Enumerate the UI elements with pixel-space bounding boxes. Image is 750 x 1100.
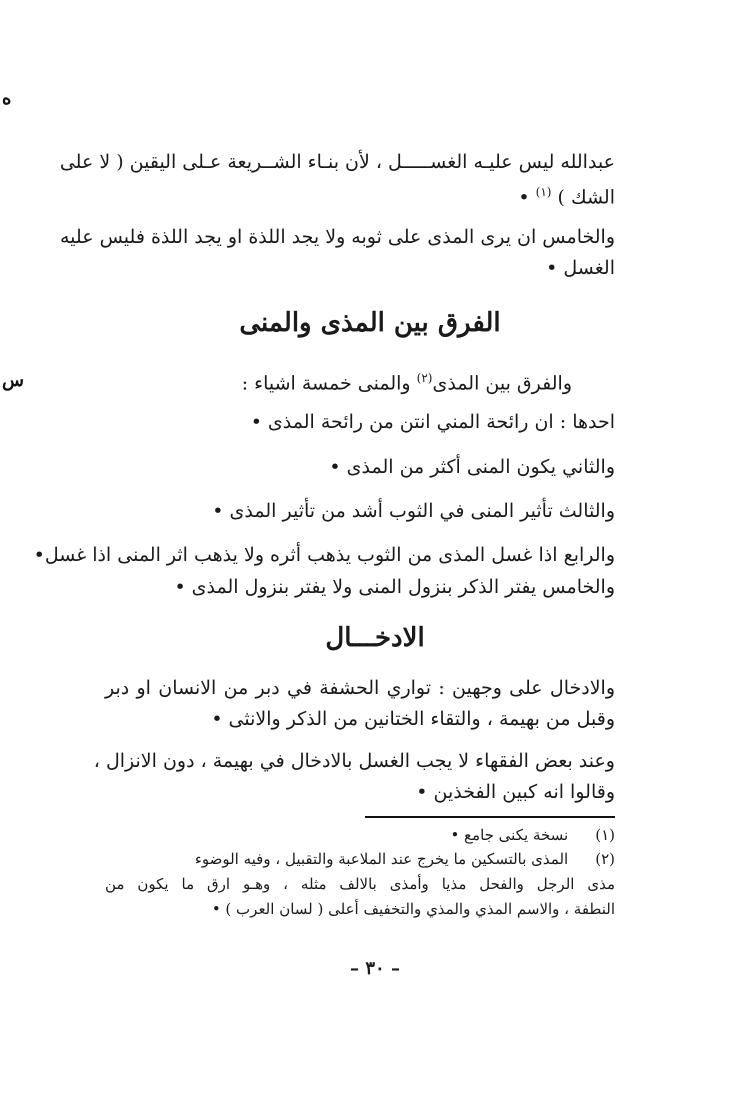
sentence-end: • <box>518 186 530 209</box>
footnote <box>105 823 615 847</box>
footnote-line: النطفة ، والاسم المذي والمذي والتخفيف أعلى ( لسان العرب ) • <box>211 900 615 918</box>
intro-text: والمنى خمسة اشياء : <box>241 372 411 395</box>
footnote-line: مذى الرجل والفحل مذيا وأمذى بالالف مثله ، وهـو ارق ما يكون من <box>105 875 615 893</box>
paragraph-line: وقالوا انه كبين الفخذين • <box>416 781 615 803</box>
footnote-separator <box>365 816 615 818</box>
list-item: احدها : ان رائحة المني انتن من رائحة المذى • <box>250 411 615 433</box>
section-heading: الفرق بين المذى والمنى <box>239 308 501 338</box>
list-item: والرابع اذا غسل المذى من الثوب يذهب أثره ولا يذهب اثر المنى اذا غسل• <box>33 544 615 566</box>
section-intro <box>102 363 572 398</box>
paragraph-text: الشك ) <box>557 186 615 209</box>
paragraph-line: والخامس ان يرى المذى على ثوبه ولا يجد اللذة او يجد اللذة فليس عليه <box>60 226 615 248</box>
paragraph-line: الغسل • <box>546 257 615 279</box>
list-item: والخامس يفتر الذكر بنزول المنى ولا يفتر بنزول المذى • <box>174 576 615 598</box>
paragraph-line: والادخال على وجهين : تواري الحشفة في دبر من الانسان او دبر <box>105 677 615 699</box>
page-number: – ٣٠ – <box>350 958 400 979</box>
footnote <box>105 847 615 871</box>
footnote-text: المذى بالتسكين ما يخرج عند الملاعبة والتقبيل ، وفيه الوضوء <box>194 850 569 868</box>
section-heading: الادخـــال <box>325 623 425 653</box>
list-item: والثالث تأثير المنى في الثوب أشد من تأثير المذى • <box>212 500 615 522</box>
paragraph-line: وعند بعض الفقهاء لا يجب الغسل بالادخال في بهيمة ، دون الانزال ، <box>93 750 615 772</box>
footnote-ref: (١) <box>535 185 552 199</box>
margin-mark-middle: س <box>2 370 24 391</box>
footnote-number: (١) <box>595 826 615 844</box>
intro-text: والفرق بين المذى <box>432 372 572 395</box>
paragraph-line: وقبل من بهيمة ، والتقاء الختانين من الذكر والانثى • <box>211 708 615 730</box>
footnote-ref: (٢) <box>416 371 433 385</box>
margin-mark-top: ه <box>2 88 12 109</box>
footnote-number: (٢) <box>595 850 615 868</box>
paragraph-line: عبدالله ليس عليـه الغســـــل ، لأن بنـاء الشــريعة عـلى اليقين ( لا على <box>59 151 615 173</box>
list-item: والثاني يكون المنى أكثر من المذى • <box>329 456 615 478</box>
footnote-text: نسخة يكنى جامع • <box>450 826 569 844</box>
paragraph-line <box>105 177 615 212</box>
